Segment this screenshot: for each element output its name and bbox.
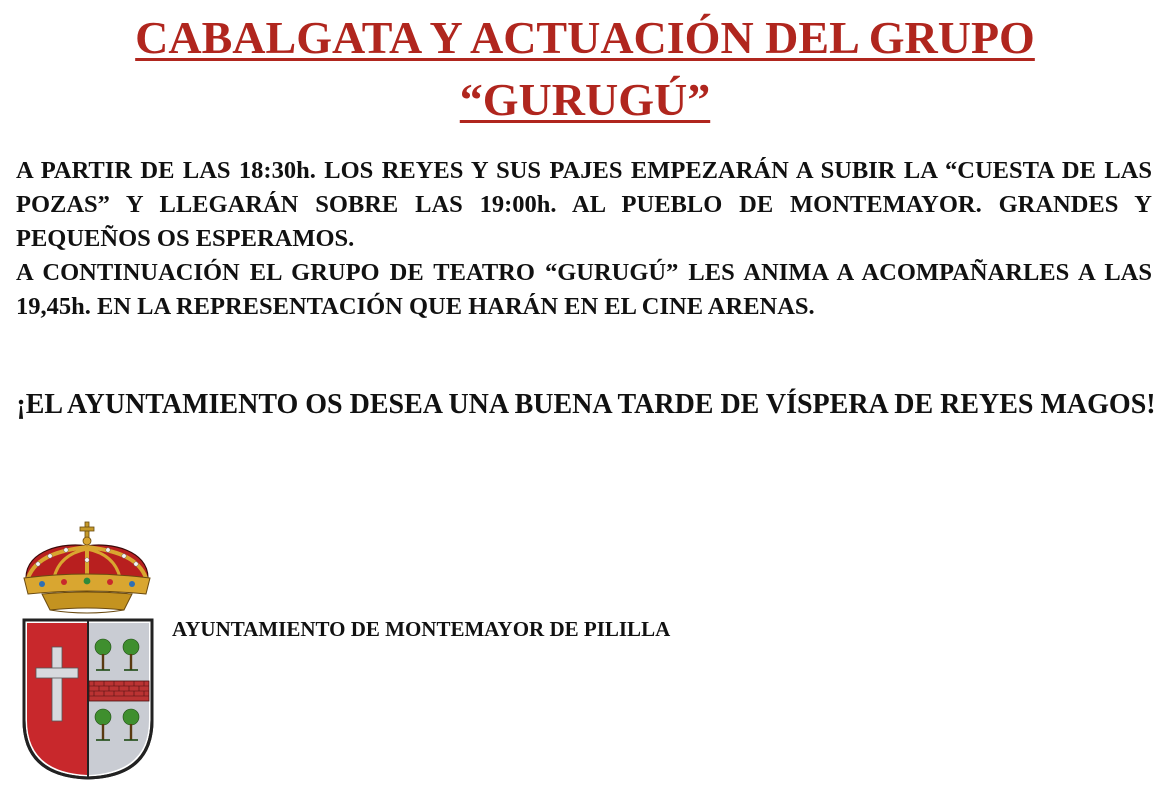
page-title-line-1: CABALGATA Y ACTUACIÓN DEL GRUPO (135, 12, 1035, 63)
announcement-paragraph-2: A CONTINUACIÓN EL GRUPO DE TEATRO “GURUGÚ” LES ANIMA A ACOMPAÑARLES A LAS 19,45h. EN LA REPRESENTACIÓN QUE HARÁN EN EL CINE ARENAS. (16, 259, 1152, 320)
announcement-body (16, 154, 1152, 324)
organization-name: AYUNTAMIENTO DE MONTEMAYOR DE PILILLA (172, 617, 671, 641)
shield-icon (24, 620, 152, 778)
coat-of-arms-icon (14, 520, 160, 782)
closing-message: ¡EL AYUNTAMIENTO OS DESEA UNA BUENA TARDE DE VÍSPERA DE REYES MAGOS! (16, 389, 1156, 420)
crown-icon (24, 522, 150, 613)
announcement-paragraph-1: A PARTIR DE LAS 18:30h. LOS REYES Y SUS PAJES EMPEZARÁN A SUBIR LA “CUESTA DE LAS POZAS” Y LLEGARÁN SOBRE LAS 19:00h. AL PUEBLO DE MONTEMAYOR. GRANDES Y PEQUEÑOS OS ESPERAMOS. (16, 157, 1152, 252)
page-title-line-2: “GURUGÚ” (459, 74, 711, 125)
